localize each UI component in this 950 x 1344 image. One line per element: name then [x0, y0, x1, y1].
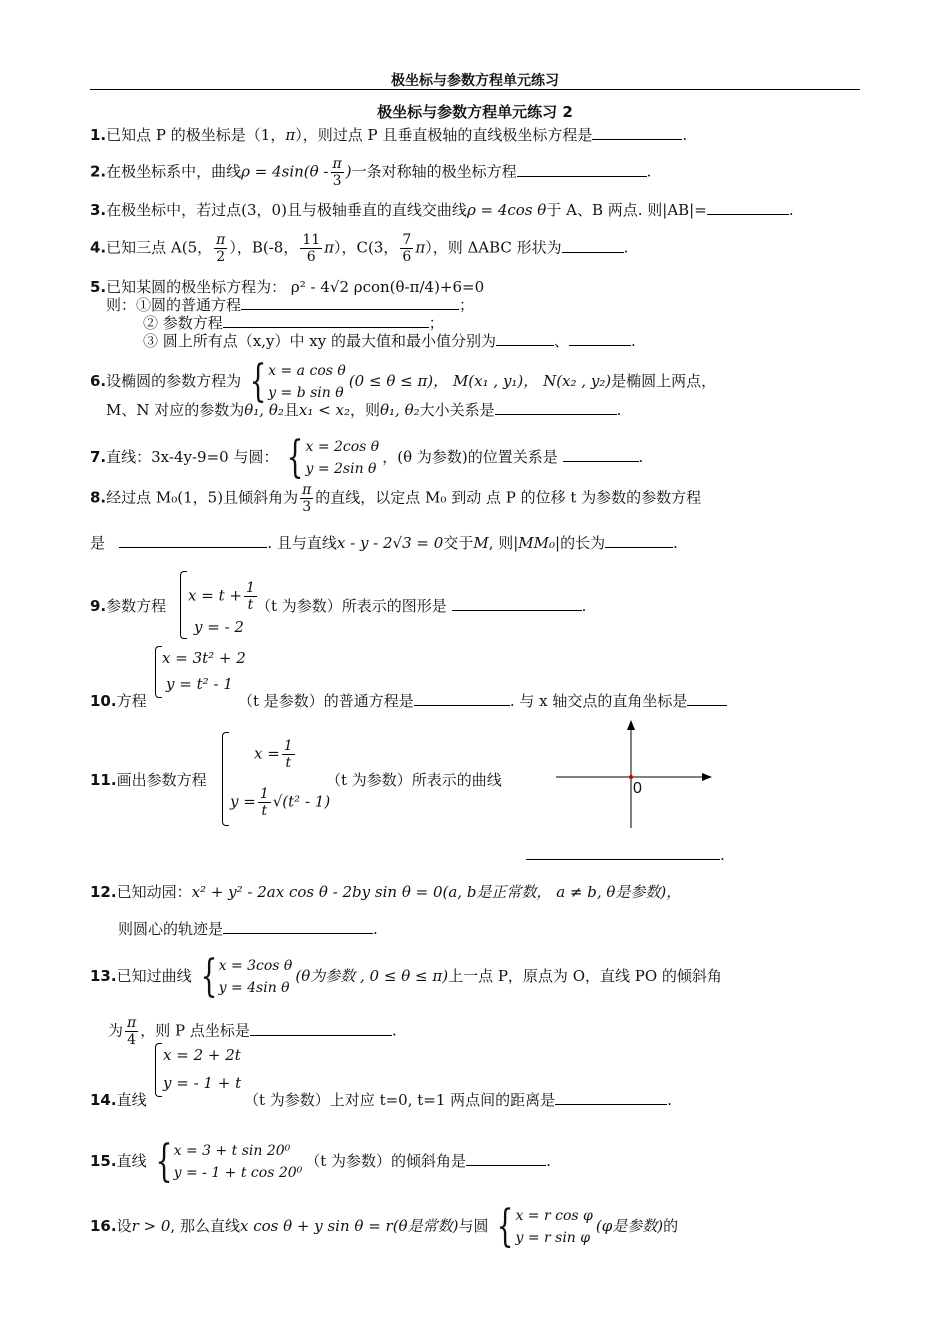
question-12: 12.已知动园：x² + y² - 2ax cos θ - 2by sin θ = 0(a, b是正常数， a ≠ b, θ是参数)，	[90, 883, 682, 901]
question-4: 4.已知三点 A(5， $\frac{\pi}{2}$ ），B(-8， $\frac{11}{6}$ π），C(3， $\frac{7}{6}$ π），则 ΔABC 形状为 .	[90, 232, 629, 265]
system-brace	[222, 732, 229, 826]
answer-blank[interactable]	[707, 200, 789, 215]
answer-blank[interactable]	[526, 845, 720, 860]
fraction: $\frac{\pi}{4}$	[127, 1015, 137, 1048]
question-10: 10.方程	[90, 692, 147, 710]
coordinate-axes[interactable]	[556, 720, 712, 832]
equation-system: { x = a cos θ y = b sin θ	[249, 356, 346, 407]
system-brace	[155, 646, 162, 698]
answer-blank[interactable]	[241, 295, 459, 310]
question-8-line-2: 是 . 且与直线x - y - 2√3 = 0交于M, 则|MM₀|的长为 .	[90, 534, 678, 552]
question-5: 5.已知某圆的极坐标方程为： ρ² - 4√2 ρcon(θ-π/4)+6=0	[90, 278, 485, 296]
question-13: 13.已知过曲线 { x = 3cos θ y = 4sin θ (θ为参数 , 0 ≤ θ ≤ π)上一点 P，原点为 O，直线 PO 的倾斜角	[90, 951, 722, 1002]
answer-blank[interactable]	[223, 313, 429, 328]
question-13-line-2: 为 $\frac{\pi}{4}$ ，则 P 点坐标是 .	[108, 1015, 397, 1048]
answer-blank[interactable]	[569, 331, 631, 346]
answer-blank[interactable]	[466, 1151, 546, 1166]
equation-system: { x = r cos φ y = r sin φ	[497, 1201, 593, 1252]
system-line-2: y = $\frac{1}{t}$ √(t² - 1)	[230, 786, 331, 819]
question-number: 1.	[90, 126, 107, 144]
question-14: 14.直线	[90, 1091, 147, 1109]
question-6: 6.设椭圆的参数方程为 { x = a cos θ y = b sin θ (0 ≤ θ ≤ π)， M(x₁ , y₁)， N(x₂ , y₂)是椭圆上两点，	[90, 356, 717, 407]
question-9: 9.参数方程	[90, 597, 167, 615]
fraction: $\frac{11}{6}$	[302, 232, 321, 265]
question-9-tail: （t 为参数）所表示的图形是 .	[256, 597, 587, 615]
question-8: 8.经过点 M₀(1，5)且倾斜角为 $\frac{\pi}{3}$ 的直线，以定点 M₀ 到动 点 P 的位移 t 为参数的参数方程	[90, 482, 702, 515]
fraction: $\frac{\pi}{3}$	[302, 482, 312, 515]
y-axis-arrow	[627, 720, 635, 730]
question-6-line-2: M、N 对应的参数为θ₁, θ₂且x₁ < x₂，则θ₁, θ₂大小关系是 .	[106, 401, 622, 419]
question-5-item-2: ② 参数方程 ；	[143, 314, 444, 332]
question-12-line-2: 则圆心的轨迹是 .	[118, 920, 378, 938]
equation-system: { x = 3cos θ y = 4sin θ	[200, 951, 293, 1002]
equation-system: { x = 2cos θ y = 2sin θ	[287, 432, 380, 483]
question-11-tail: （t 为参数）所表示的曲线	[326, 771, 502, 789]
question-3: 3.在极坐标中，若过点(3，0)且与极轴垂直的直线交曲线ρ = 4cos θ于 A、B 两点. 则|AB|= .	[90, 201, 794, 219]
question-11-answer: .	[526, 845, 725, 865]
system-line-1: x = $\frac{1}{t}$	[254, 738, 293, 771]
system-line-2: y = t² - 1	[166, 675, 233, 693]
answer-blank[interactable]	[414, 691, 510, 706]
header-rule	[90, 89, 860, 90]
origin-label: 0	[633, 780, 642, 797]
system-line-1: x = 3t² + 2	[162, 649, 246, 667]
fraction: $\frac{\pi}{2}$	[216, 232, 226, 265]
page-header: 极坐标与参数方程单元练习	[391, 73, 559, 89]
answer-blank[interactable]	[223, 919, 373, 934]
answer-blank[interactable]	[250, 1021, 392, 1036]
question-2: 2.在极坐标系中，曲线ρ = 4sin(θ - $\frac{\pi}{3}$ )一条对称轴的极坐标方程 .	[90, 156, 652, 189]
question-5-item-1: 则：①圆的普通方程 ；	[106, 296, 475, 314]
equation-system: { x = 3 + t sin 20⁰ y = - 1 + t cos 20⁰	[155, 1136, 303, 1187]
page-title: 极坐标与参数方程单元练习 2	[377, 103, 573, 121]
system-line-1: x = t + $\frac{1}{t}$	[188, 580, 255, 613]
answer-blank[interactable]	[605, 533, 673, 548]
answer-blank[interactable]	[562, 238, 624, 253]
x-axis-arrow	[702, 773, 712, 781]
answer-blank[interactable]	[496, 331, 554, 346]
question-16: 16.设r > 0, 那么直线x cos θ + y sin θ = r(θ是常数)与圆 { x = r cos φ y = r sin φ (φ是参数)的	[90, 1201, 679, 1252]
answer-blank[interactable]	[563, 447, 639, 462]
answer-blank[interactable]	[452, 596, 582, 611]
answer-blank[interactable]	[495, 400, 617, 415]
question-7: 7.直线：3x-4y-9=0 与圆： { x = 2cos θ y = 2sin θ ，(θ 为参数)的位置关系是 .	[90, 432, 644, 483]
system-line-1: x = 2 + 2t	[163, 1046, 241, 1064]
question-1: 1.已知点 P 的极坐标是（1，π），则过点 P 且垂直极轴的直线极坐标方程是 .	[90, 126, 688, 144]
answer-blank[interactable]	[592, 125, 682, 140]
answer-blank[interactable]	[687, 691, 727, 706]
fraction: $\frac{7}{6}$	[402, 232, 412, 265]
answer-blank[interactable]	[119, 533, 267, 548]
question-14-tail: （t 为参数）上对应 t=0, t=1 两点间的距离是 .	[244, 1091, 672, 1109]
answer-blank[interactable]	[555, 1090, 667, 1105]
system-brace	[155, 1043, 162, 1097]
system-line-2: y = - 2	[194, 618, 244, 636]
question-15: 15.直线 { x = 3 + t sin 20⁰ y = - 1 + t cos 20⁰ （t 为参数）的倾斜角是 .	[90, 1136, 551, 1187]
question-5-item-3: ③ 圆上所有点（x,y）中 xy 的最大值和最小值分别为 、 .	[143, 332, 636, 350]
answer-blank[interactable]	[517, 162, 647, 177]
system-brace	[180, 571, 187, 639]
question-11: 11.画出参数方程	[90, 771, 207, 789]
fraction: $\frac{\pi}{3}$	[332, 156, 342, 189]
question-10-tail: （t 是参数）的普通方程是 . 与 x 轴交点的直角坐标是	[238, 691, 727, 711]
system-line-2: y = - 1 + t	[163, 1074, 242, 1092]
